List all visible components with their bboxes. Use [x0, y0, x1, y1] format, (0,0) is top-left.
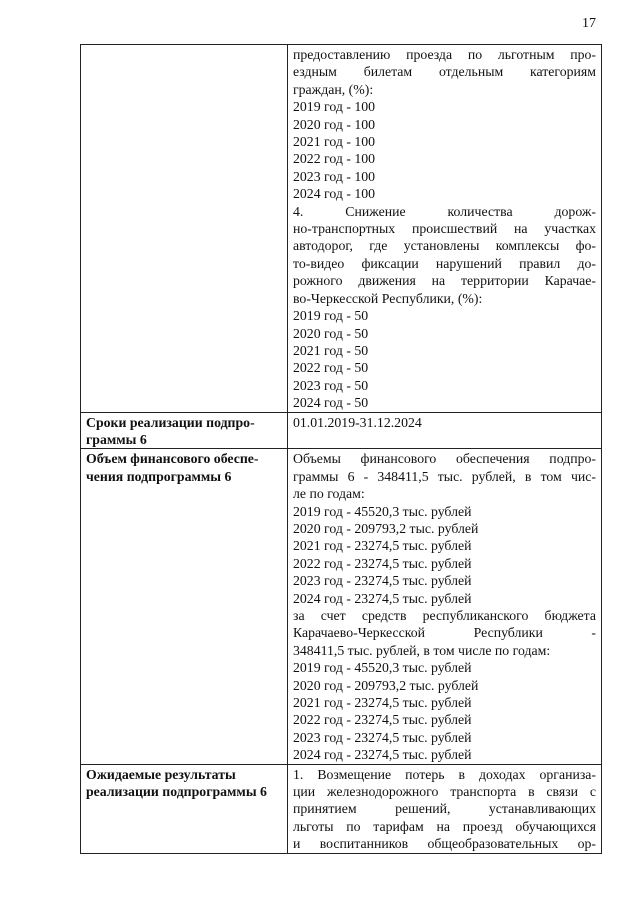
label-line: реализации подпрограммы 6: [86, 784, 267, 800]
label-line: чения подпрограммы 6: [86, 468, 232, 484]
content-line: 2021 год - 100: [293, 134, 376, 150]
content-line: 2022 год - 100: [293, 151, 376, 167]
label-line: Сроки реализации подпро-: [86, 414, 255, 430]
content-line: ле по годам:: [293, 486, 365, 502]
label-line: Ожидаемые результаты: [86, 766, 236, 782]
row-content-cell: 1. Возмещение потерь в доходах организа- ции железнодорожного транспорта в связи с принятием решений, устанавливающих льготы по тарифам на проезд обучающихся и воспитанников общеобразовательных ор-: [288, 764, 602, 790]
content-line: ции железнодорожного транспорта в связи с: [293, 784, 596, 800]
passport-table: [80, 44, 602, 852]
content-line: 2019 год - 45520,3 тыс. рублей: [293, 503, 472, 519]
content-line: то-видео фиксации нарушений правил до-: [293, 255, 596, 271]
content-line: граждан, (%):: [293, 81, 374, 97]
content-line: 348411,5 тыс. рублей, в том числе по годам:: [293, 642, 551, 658]
content-line: 2019 год - 45520,3 тыс. рублей: [293, 660, 472, 676]
table-body: [81, 45, 602, 852]
row-label-cell: [81, 412, 288, 449]
content-line: но-транспортных происшествий на участках: [293, 221, 596, 237]
content-line: рожного движения на территории Карачае-: [293, 273, 596, 289]
content-line: 2023 год - 23274,5 тыс. рублей: [293, 729, 472, 745]
content-line: предоставлению проезда по льготным про-: [293, 47, 596, 62]
content-line: 01.01.2019-31.12.2024: [293, 414, 422, 430]
content-line: за счет средств республиканского бюджета: [293, 608, 596, 623]
content-line: 2022 год - 23274,5 тыс. рублей: [293, 555, 472, 571]
row-label-cell: [81, 45, 288, 413]
content-line: Объемы финансового обеспечения подпро-: [293, 451, 596, 467]
content-line: 4. Снижение количества дорож-: [293, 203, 596, 219]
content-line: 2021 год - 50: [293, 342, 369, 358]
content-line: Карачаево-Черкесской Республики -: [293, 625, 596, 641]
content-line: автодорог, где установлены комплексы фо-: [293, 238, 596, 254]
row-content-cell: [288, 45, 602, 413]
row-label-cell: [81, 764, 288, 800]
content-line: 2024 год - 23274,5 тыс. рублей: [293, 590, 472, 606]
table-row: [81, 764, 602, 790]
content-line: 2024 год - 23274,5 тыс. рублей: [293, 747, 472, 763]
row-label-cell: [81, 449, 288, 764]
content-line: 2023 год - 100: [293, 168, 376, 184]
content-line: 2023 год - 23274,5 тыс. рублей: [293, 573, 472, 589]
content-line: 2019 год - 50: [293, 308, 369, 324]
content-line: 2020 год - 100: [293, 116, 376, 132]
page-number: 17: [582, 16, 596, 31]
label-line: Объем финансового обеспе-: [86, 451, 259, 467]
content-line: 2022 год - 23274,5 тыс. рублей: [293, 712, 472, 728]
content-line: 2020 год - 50: [293, 325, 369, 341]
row-content-cell: [288, 449, 602, 764]
content-line: во-Черкесской Республики, (%):: [293, 290, 483, 306]
content-line: 2021 год - 23274,5 тыс. рублей: [293, 538, 472, 554]
content-line: 2021 год - 23274,5 тыс. рублей: [293, 695, 472, 711]
row-content-cell: [288, 412, 602, 449]
content-line: 2022 год - 50: [293, 360, 369, 376]
content-line: 1. Возмещение потерь в доходах организа-: [293, 766, 596, 782]
table-row: [81, 412, 602, 449]
table-row: [81, 45, 602, 413]
content-line: 2024 год - 50: [293, 395, 369, 411]
content-line: граммы 6 - 348411,5 тыс. рублей, в том чис-: [293, 468, 596, 484]
label-line: граммы 6: [86, 431, 147, 447]
table-row: [81, 449, 602, 764]
content-line: ездным билетам отдельным категориям: [293, 64, 596, 80]
content-line: 2020 год - 209793,2 тыс. рублей: [293, 677, 479, 693]
content-line: 2020 год - 209793,2 тыс. рублей: [293, 520, 479, 536]
content-line: 2023 год - 50: [293, 377, 369, 393]
content-line: 2019 год - 100: [293, 99, 376, 115]
content-line: 2024 год - 100: [293, 186, 376, 202]
